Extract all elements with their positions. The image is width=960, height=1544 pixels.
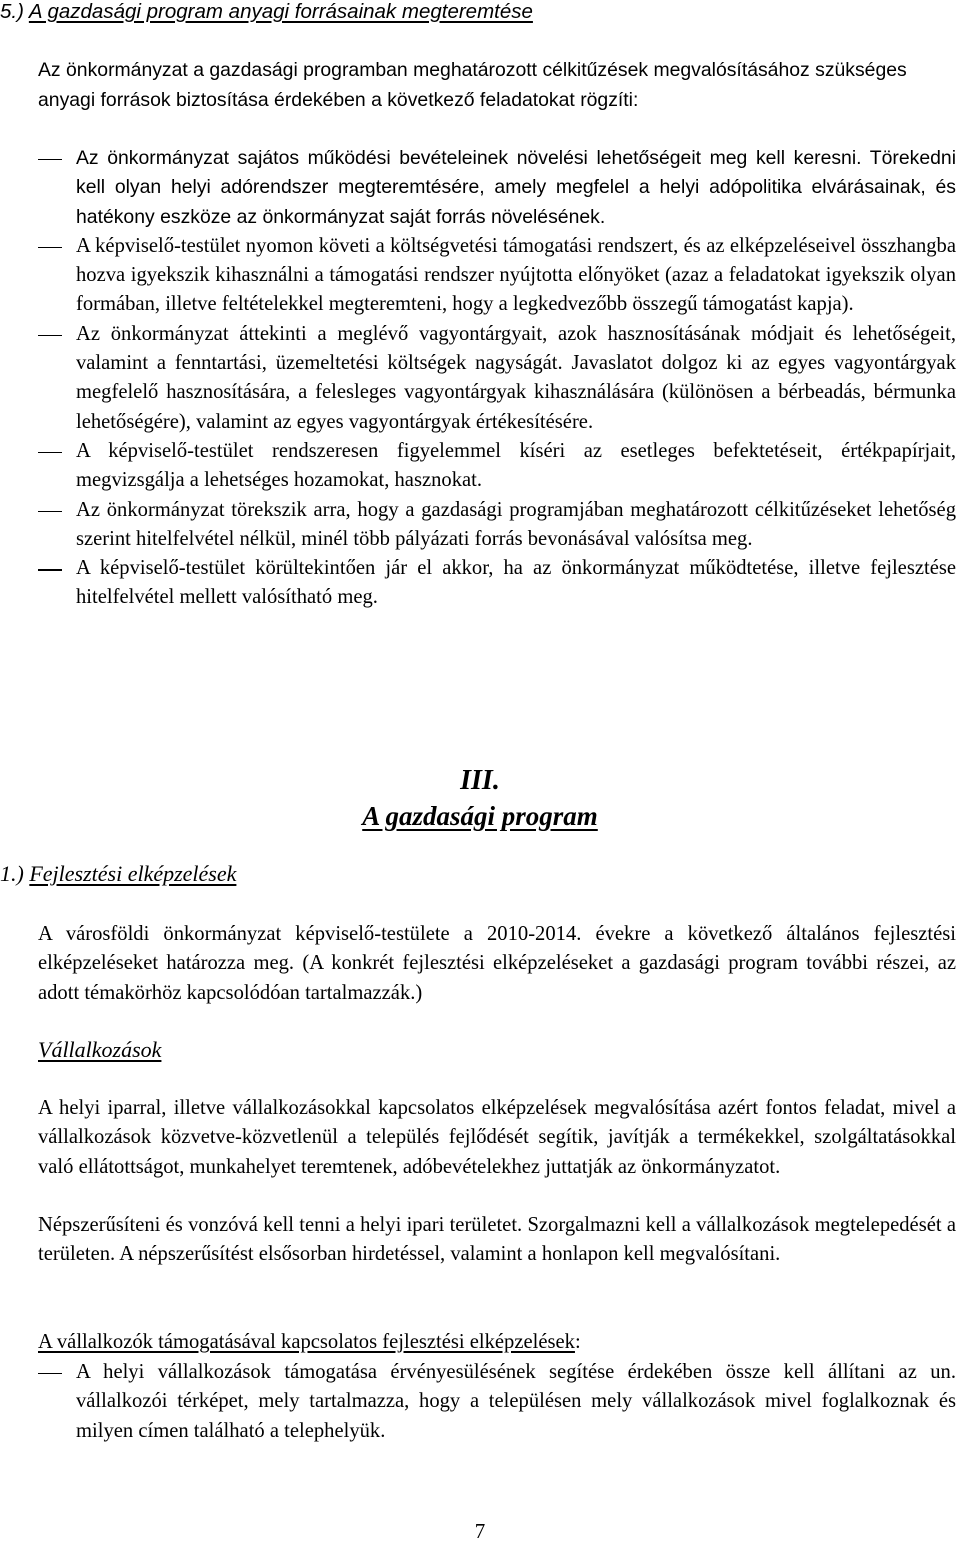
subsection-number: 1.) [0, 861, 24, 886]
section-title: A gazdasági program anyagi forrásainak megteremtése [28, 0, 533, 23]
list-item-text: Az önkormányzat sajátos működési bevételeinek növelési lehetőségeit meg kell keresni. Törekedni kell olyan helyi adórendszer megteremtésére, amely megfelel a helyi adópolitika elvárásainak, és hatékony eszköze az önkormányzat saját forrás növelésének. [76, 147, 956, 228]
page-number: 7 [474, 1519, 486, 1543]
list-item [38, 554, 956, 613]
section-intro: Az önkormányzat a gazdasági programban meghatározott célkitűzések megvalósításához szükséges anyagi források biztosítása érdekében a következő feladatokat rögzíti: [38, 59, 907, 111]
section-number: 5.) [0, 0, 24, 23]
list-item-text: A képviselő-testület nyomon követi a költségvetési támogatási rendszert, és az elképzeléseivel összhangba hozva igyekszik kihasználni a támogatási rendszer nyújtotta előnyöket (azaz a feladatokat igyekszik olyan formában, illetve feltételekkel megteremteni, hogy a legkedvezőbb összegű támogatást kapja). [76, 234, 956, 316]
subsection-title: Fejlesztési elképzelések [29, 861, 237, 886]
support-list [38, 1358, 956, 1446]
list-item-text: Az önkormányzat törekszik arra, hogy a gazdasági programjában meghatározott célkitűzéseket lehetőség szerint hitelfelvétel nélkül, minél több pályázati forrás bevonásával valósítsa meg. [76, 498, 956, 550]
list-item [38, 496, 956, 555]
list-item-text: A képviselő-testület körültekintően jár el akkor, ha az önkormányzat működtetése, illetve fejlesztése hitelfelvétel mellett valósítható meg. [76, 557, 956, 609]
support-heading-colon: : [574, 1331, 581, 1353]
support-heading [38, 1328, 956, 1357]
support-heading-text: A vállalkozók támogatásával kapcsolatos fejlesztési elképzelések [38, 1331, 575, 1353]
list-item [38, 144, 956, 232]
chapter-number: III. [460, 765, 500, 796]
development-intro: A városföldi önkormányzat képviselő-testülete a 2010-2014. évekre a következő általános fejlesztési elképzeléseket határozza meg. (A konkrét fejlesztési elképzeléseket a gazdasági program további részei, az adott témakörhöz kapcsolódóan tartalmazzák.) [38, 923, 956, 1004]
list-item [38, 1358, 956, 1446]
enterprises-paragraph-2: Népszerűsíteni és vonzóvá kell tenni a helyi ipari területet. Szorgalmazni kell a vállalkozások megtelepedését a területen. A népszerűsítést elsősorban hirdetéssel, valamint a honlapon kell megvalósítani. [38, 1214, 956, 1266]
subsection-heading [0, 860, 236, 888]
enterprises-heading [38, 1035, 956, 1066]
list-item [38, 437, 956, 496]
chapter-title: A gazdasági program [362, 801, 598, 831]
list-item-text: A helyi vállalkozások támogatása érvényesülésének segítése érdekében össze kell állítani az un. vállalkozói térképet, mely tartalmazza, hogy a településen mely vállalkozások mivel foglalkoznak és milyen címen található a telephelyük. [76, 1361, 956, 1442]
section-heading [0, 0, 533, 26]
funding-task-list [38, 144, 956, 613]
enterprises-paragraph-1: A helyi iparral, illetve vállalkozásokkal kapcsolatos elképzelések megvalósítása azért fontos feladat, mivel a vállalkozások közvetve-közvetlenül a település fejlődését segítik, javítják a termékekkel, szolgáltatásokkal való ellátottságot, munkahelyet teremtenek, adóbevételekhez juttatják az önkormányzatot. [38, 1097, 956, 1178]
list-item-text: A képviselő-testület rendszeresen figyelemmel kíséri az esetleges befektetéseit, értékpapírjait, megvizsgálja a lehetséges hozamokat, hasznokat. [76, 439, 956, 492]
list-item-text: Az önkormányzat áttekinti a meglévő vagyontárgyait, azok hasznosításának módjait és lehetőségeit, valamint a fenntartási, üzemeltetési költségek nagyságát. Javaslatot dolgoz ki az egyes vagyontárgyak megfelelő hasznosítására, a felesleges vagyontárgyak kihasználására (különösen a bérbeadás, bérmunka lehetőségére), valamint az egyes vagyontárgyak értékesítésére. [76, 322, 956, 433]
list-item [38, 320, 956, 437]
enterprises-heading-text: Vállalkozások [38, 1037, 162, 1062]
list-item [38, 232, 956, 320]
